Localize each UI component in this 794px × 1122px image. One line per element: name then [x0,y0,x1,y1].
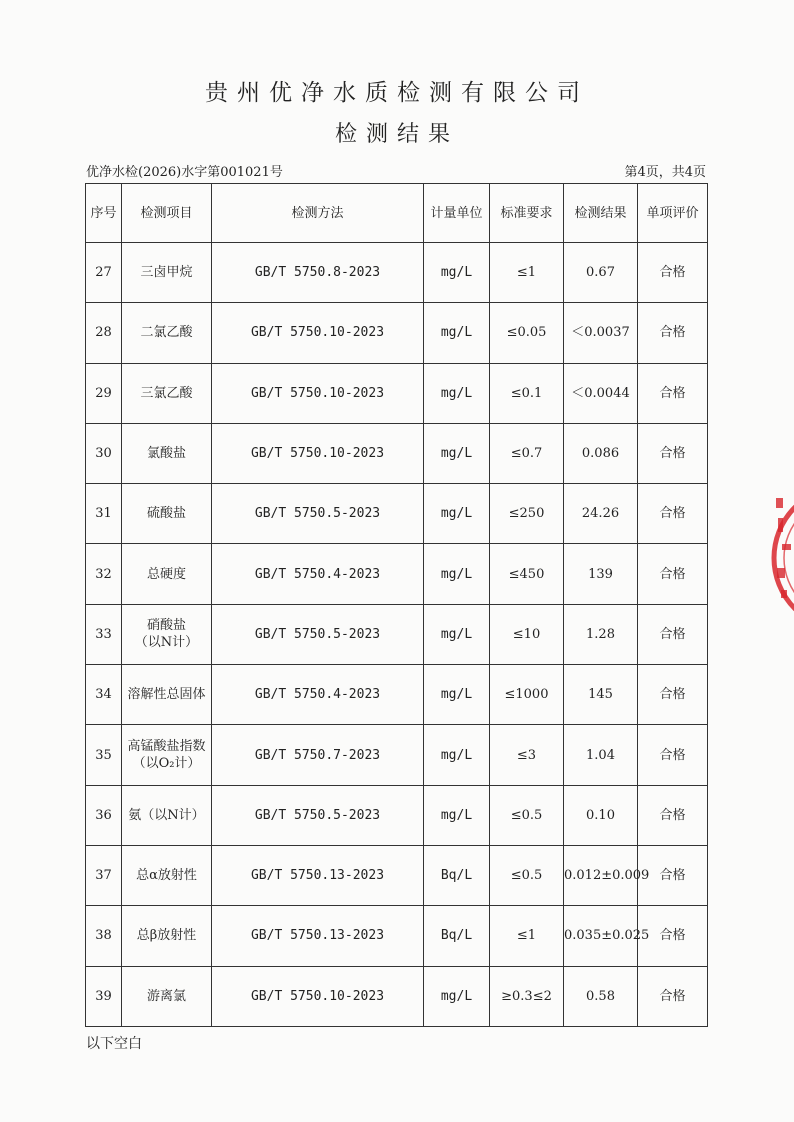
cell-evaluation: 合格 [638,966,708,1026]
column-header-item: 检测项目 [122,184,212,243]
table-row [86,484,708,544]
item-name: 硝酸盐 [146,618,186,634]
cell-evaluation: 合格 [638,845,708,905]
cell-method: GB/T 5750.5-2023 [212,484,424,544]
cell-unit: mg/L [424,966,490,1026]
item-name: 三氯乙酸 [140,385,193,401]
table-row [86,423,708,483]
cell-method: GB/T 5750.8-2023 [212,243,424,303]
cell-result: 24.26 [564,484,638,544]
item-name: 总β放射性 [136,928,197,944]
table-row [86,906,708,966]
cell-unit: mg/L [424,243,490,303]
cell-unit: mg/L [424,423,490,483]
cell-no: 32 [86,544,122,604]
cell-item [122,484,212,544]
cell-standard: ≥0.3≤2 [490,966,564,1026]
cell-result: ＜0.0044 [564,363,638,423]
cell-no: 33 [86,604,122,664]
column-header-unit: 计量单位 [424,184,490,243]
table-row [86,665,708,725]
table-row [86,725,708,785]
column-header-standard: 标准要求 [490,184,564,243]
cell-evaluation: 合格 [638,725,708,785]
table-row [86,243,708,303]
table-row [86,544,708,604]
cell-method: GB/T 5750.4-2023 [212,665,424,725]
cell-standard: ≤1 [490,243,564,303]
cell-evaluation: 合格 [638,243,708,303]
cell-no: 27 [86,243,122,303]
cell-standard: ≤0.5 [490,845,564,905]
cell-result: 0.58 [564,966,638,1026]
cell-item [122,303,212,363]
cell-item [122,906,212,966]
cell-method: GB/T 5750.13-2023 [212,845,424,905]
cell-result: 145 [564,665,638,725]
cell-unit: mg/L [424,363,490,423]
item-name: 三卤甲烷 [140,265,193,281]
table-row [86,363,708,423]
cell-evaluation: 合格 [638,363,708,423]
cell-standard: ≤0.7 [490,423,564,483]
item-name: 氨（以N计） [128,807,205,823]
cell-evaluation: 合格 [638,906,708,966]
blank-below-note: 以下空白 [86,1036,142,1052]
cell-standard: ≤1 [490,906,564,966]
cell-standard: ≤10 [490,604,564,664]
cell-item [122,544,212,604]
cell-unit: mg/L [424,484,490,544]
cell-evaluation: 合格 [638,423,708,483]
table-row [86,604,708,664]
cell-result: 0.67 [564,243,638,303]
cell-standard: ≤0.05 [490,303,564,363]
cell-unit: Bq/L [424,845,490,905]
cell-method: GB/T 5750.5-2023 [212,785,424,845]
cell-no: 36 [86,785,122,845]
cell-unit: mg/L [424,725,490,785]
cell-unit: mg/L [424,303,490,363]
cell-method: GB/T 5750.10-2023 [212,423,424,483]
cell-evaluation: 合格 [638,303,708,363]
item-name: 硫酸盐 [146,506,186,522]
cell-standard: ≤0.1 [490,363,564,423]
cell-unit: Bq/L [424,906,490,966]
item-name: 总α放射性 [136,868,197,884]
cell-result: ＜0.0037 [564,303,638,363]
cell-method: GB/T 5750.7-2023 [212,725,424,785]
cell-method: GB/T 5750.10-2023 [212,303,424,363]
cell-result: 0.10 [564,785,638,845]
cell-result: 1.04 [564,725,638,785]
column-header-result: 检测结果 [564,184,638,243]
cell-unit: mg/L [424,604,490,664]
cell-standard: ≤1000 [490,665,564,725]
cell-item [122,785,212,845]
cell-standard: ≤3 [490,725,564,785]
item-basis: （以N计） [134,635,199,651]
table-body [86,243,708,1027]
results-table [85,183,708,1027]
cell-no: 34 [86,665,122,725]
cell-item [122,363,212,423]
item-name: 高锰酸盐指数 [127,739,206,755]
cell-method: GB/T 5750.4-2023 [212,544,424,604]
item-name: 总硬度 [146,566,186,582]
cell-result: 1.28 [564,604,638,664]
cell-evaluation: 合格 [638,484,708,544]
cell-item [122,243,212,303]
cell-evaluation: 合格 [638,785,708,845]
table-row [86,785,708,845]
item-name: 二氯乙酸 [140,325,193,341]
cell-result: 0.035±0.025 [564,906,638,966]
cell-item [122,665,212,725]
cell-no: 35 [86,725,122,785]
cell-method: GB/T 5750.5-2023 [212,604,424,664]
cell-evaluation: 合格 [638,665,708,725]
cell-unit: mg/L [424,785,490,845]
item-basis: （以O₂计） [132,756,201,772]
cell-item [122,966,212,1026]
table-row [86,966,708,1026]
section-title: 检测结果 [334,122,459,147]
cell-no: 38 [86,906,122,966]
item-name: 游离氯 [146,988,186,1004]
cell-method: GB/T 5750.10-2023 [212,363,424,423]
cell-unit: mg/L [424,665,490,725]
cell-evaluation: 合格 [638,544,708,604]
cell-item [122,845,212,905]
item-name: 溶解性总固体 [127,687,206,703]
company-seal-stamp [768,478,794,638]
cell-method: GB/T 5750.13-2023 [212,906,424,966]
cell-no: 39 [86,966,122,1026]
cell-standard: ≤250 [490,484,564,544]
cell-unit: mg/L [424,544,490,604]
cell-item [122,423,212,483]
cell-no: 28 [86,303,122,363]
page-info: 第4页，共4页 [624,165,706,180]
cell-standard: ≤450 [490,544,564,604]
cell-method: GB/T 5750.10-2023 [212,966,424,1026]
company-title: 贵州优净水质检测有限公司 [205,80,589,106]
cell-standard: ≤0.5 [490,785,564,845]
table-header-row [86,184,708,243]
cell-result: 0.012±0.009 [564,845,638,905]
table-row [86,303,708,363]
cell-result: 0.086 [564,423,638,483]
report-number: 优净水检(2026)水字第001021号 [86,165,283,180]
cell-no: 30 [86,423,122,483]
item-name: 氯酸盐 [146,446,186,462]
cell-item [122,725,212,785]
column-header-no: 序号 [86,184,122,243]
column-header-method: 检测方法 [212,184,424,243]
table-row [86,845,708,905]
cell-no: 37 [86,845,122,905]
cell-no: 29 [86,363,122,423]
column-header-evaluation: 单项评价 [638,184,708,243]
cell-result: 139 [564,544,638,604]
cell-no: 31 [86,484,122,544]
cell-evaluation: 合格 [638,604,708,664]
cell-item [122,604,212,664]
